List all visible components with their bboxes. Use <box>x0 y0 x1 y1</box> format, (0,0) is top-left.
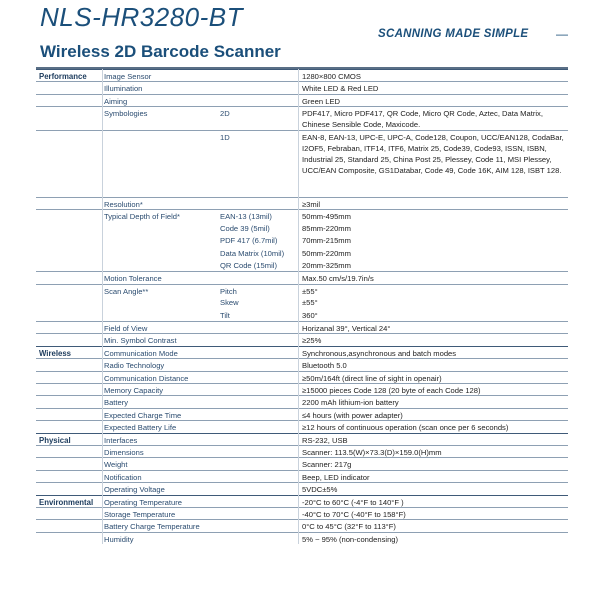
spec-row <box>36 69 568 82</box>
spec-label: Illumination <box>104 84 143 94</box>
spec-value: 50mm-220mm <box>302 248 351 258</box>
spec-row <box>36 457 568 470</box>
spec-label: Motion Tolerance <box>104 274 162 284</box>
spec-row <box>36 130 568 198</box>
spec-label: Storage Temperature <box>104 510 176 519</box>
spec-row <box>36 284 568 297</box>
spec-row <box>36 445 568 458</box>
spec-label: Expected Battery Life <box>104 423 177 433</box>
spec-table <box>36 69 568 544</box>
spec-label: Memory Capacity <box>104 386 164 395</box>
spec-row <box>36 383 568 396</box>
spec-sublabel: Pitch <box>220 286 237 296</box>
spec-value: Horizanal 39°, Vertical 24° <box>302 324 391 333</box>
spec-label: Battery Charge Temperature <box>104 522 200 532</box>
slogan-dash: — <box>556 27 568 41</box>
spec-label: Expected Charge Time <box>104 410 182 420</box>
slogan: SCANNING MADE SIMPLE <box>378 28 529 40</box>
spec-sublabel: Tilt <box>220 310 230 320</box>
spec-row <box>36 395 568 408</box>
spec-label: Notification <box>104 472 142 482</box>
spec-row <box>36 346 568 359</box>
spec-row <box>36 94 568 107</box>
spec-value: Beep, LED indicator <box>302 472 370 482</box>
spec-row <box>36 333 568 346</box>
spec-value: ≥50m/164ft (direct line of sight in openair) <box>302 373 442 383</box>
spec-value: 1280×800 CMOS <box>302 72 361 81</box>
spec-row <box>36 222 568 234</box>
spec-label: Communication Mode <box>104 348 178 358</box>
spec-value: Synchronous,asynchronous and batch modes <box>302 348 457 358</box>
spec-value: 50mm-495mm <box>302 212 351 222</box>
col-divider-value <box>298 69 299 544</box>
spec-sublabel: PDF 417 (6.7mil) <box>220 236 278 246</box>
spec-value: Scanner: 113.5(W)×73.3(D)×159.0(H)mm <box>302 448 442 457</box>
spec-row <box>36 408 568 421</box>
spec-row <box>36 358 568 371</box>
spec-label: Image Sensor <box>104 72 152 81</box>
spec-value: Max.50 cm/s/19.7in/s <box>302 274 374 284</box>
spec-value: 2200 mAh lithium-ion battery <box>302 398 399 408</box>
spec-label: Aiming <box>104 96 128 106</box>
spec-row <box>36 247 568 259</box>
spec-value: White LED & Red LED <box>302 84 379 94</box>
spec-label: Field of View <box>104 324 148 333</box>
spec-row <box>36 296 568 308</box>
spec-value: ±55° <box>302 286 318 296</box>
spec-label: Communication Distance <box>104 373 189 383</box>
spec-sublabel: Data Matrix (10mil) <box>220 248 285 258</box>
spec-row <box>36 309 568 321</box>
spec-row <box>36 470 568 483</box>
spec-row <box>36 482 568 495</box>
spec-row <box>36 519 568 532</box>
spec-label: Humidity <box>104 534 134 544</box>
spec-row <box>36 234 568 246</box>
spec-sublabel: EAN-13 (13mil) <box>220 212 272 222</box>
spec-label: Radio Technology <box>104 361 165 371</box>
spec-label: Operating Temperature <box>104 497 182 507</box>
spec-section-label: Wireless <box>39 348 72 358</box>
spec-value: Green LED <box>302 96 340 106</box>
spec-sublabel: Skew <box>220 298 239 308</box>
spec-value: EAN-8, EAN-13, UPC-E, UPC-A, Code128, Coupon, UCC/EAN128, CodaBar, I2OF5, Febraban, ITF14, ITF6, Matrix 25, Code39, Code93, ISSN, ISBN, Industrial 25, Standard 25, China Post 25, Plessey, Code 11, MSI Plessey, UCC/EAN Composite, GS1Databar, Code 49, Code 16K, AIM 128, ISBT 128. <box>302 132 564 175</box>
spec-label: Battery <box>104 398 129 408</box>
spec-row <box>36 495 568 508</box>
col-divider-label <box>102 69 103 544</box>
spec-row <box>36 81 568 94</box>
spec-value: -20°C to 60°C (-4°F to 140°F ) <box>302 497 404 507</box>
spec-value: 5VDC±5% <box>302 485 338 495</box>
spec-row <box>36 371 568 384</box>
spec-label: Resolution* <box>104 200 143 209</box>
spec-value: 20mm-325mm <box>302 261 351 270</box>
spec-label: Interfaces <box>104 435 138 445</box>
spec-value: 0°C to 45°C (32°F to 113°F) <box>302 522 396 532</box>
spec-value: 360° <box>302 310 318 320</box>
spec-row <box>36 532 568 545</box>
spec-value: ≥3mil <box>302 200 321 209</box>
spec-sublabel: QR Code (15mil) <box>220 261 277 270</box>
spec-label: Dimensions <box>104 448 144 457</box>
spec-value: 85mm-220mm <box>302 223 351 233</box>
spec-value: ≥12 hours of continuous operation (scan once per 6 seconds) <box>302 423 509 433</box>
spec-value: PDF417, Micro PDF417, QR Code, Micro QR Code, Aztec, Data Matrix, Chinese Sensible Code, Maxicode. <box>302 109 543 130</box>
spec-value: Bluetooth 5.0 <box>302 361 347 371</box>
spec-section-label: Performance <box>39 72 87 81</box>
spec-row <box>36 259 568 271</box>
spec-row <box>36 433 568 446</box>
spec-value: Scanner: 217g <box>302 460 352 470</box>
spec-value: RS-232, USB <box>302 435 348 445</box>
spec-label: Min. Symbol Contrast <box>104 336 177 346</box>
spec-label: Operating Voltage <box>104 485 165 495</box>
spec-section-label: Physical <box>39 435 71 445</box>
spec-value: ±55° <box>302 298 318 308</box>
spec-value: 5% ~ 95% (non-condensing) <box>302 534 399 544</box>
spec-row <box>36 209 568 222</box>
spec-label: Symbologies <box>104 109 148 119</box>
spec-value: 70mm-215mm <box>302 236 351 246</box>
spec-section-label: Environmental <box>39 497 94 507</box>
spec-value: ≥15000 pieces Code 128 (20 byte of each Code 128) <box>302 386 481 395</box>
model-title: NLS-HR3280-BT <box>40 2 244 32</box>
spec-sublabel: 2D <box>220 109 230 119</box>
spec-value: -40°C to 70°C (-40°F to 158°F) <box>302 510 406 519</box>
spec-label: Weight <box>104 460 128 470</box>
spec-row <box>36 321 568 334</box>
product-subtitle: Wireless 2D Barcode Scanner <box>40 42 281 61</box>
spec-sublabel: Code 39 (5mil) <box>220 223 270 233</box>
spec-row <box>36 197 568 210</box>
spec-row <box>36 420 568 433</box>
spec-value: ≤4 hours (with power adapter) <box>302 410 403 420</box>
spec-row <box>36 271 568 284</box>
spec-label: Scan Angle** <box>104 286 149 296</box>
spec-sublabel: 1D <box>220 132 230 142</box>
spec-row <box>36 507 568 520</box>
spec-value: ≥25% <box>302 336 322 346</box>
spec-label: Typical Depth of Field* <box>104 212 180 222</box>
spec-row <box>36 106 568 130</box>
